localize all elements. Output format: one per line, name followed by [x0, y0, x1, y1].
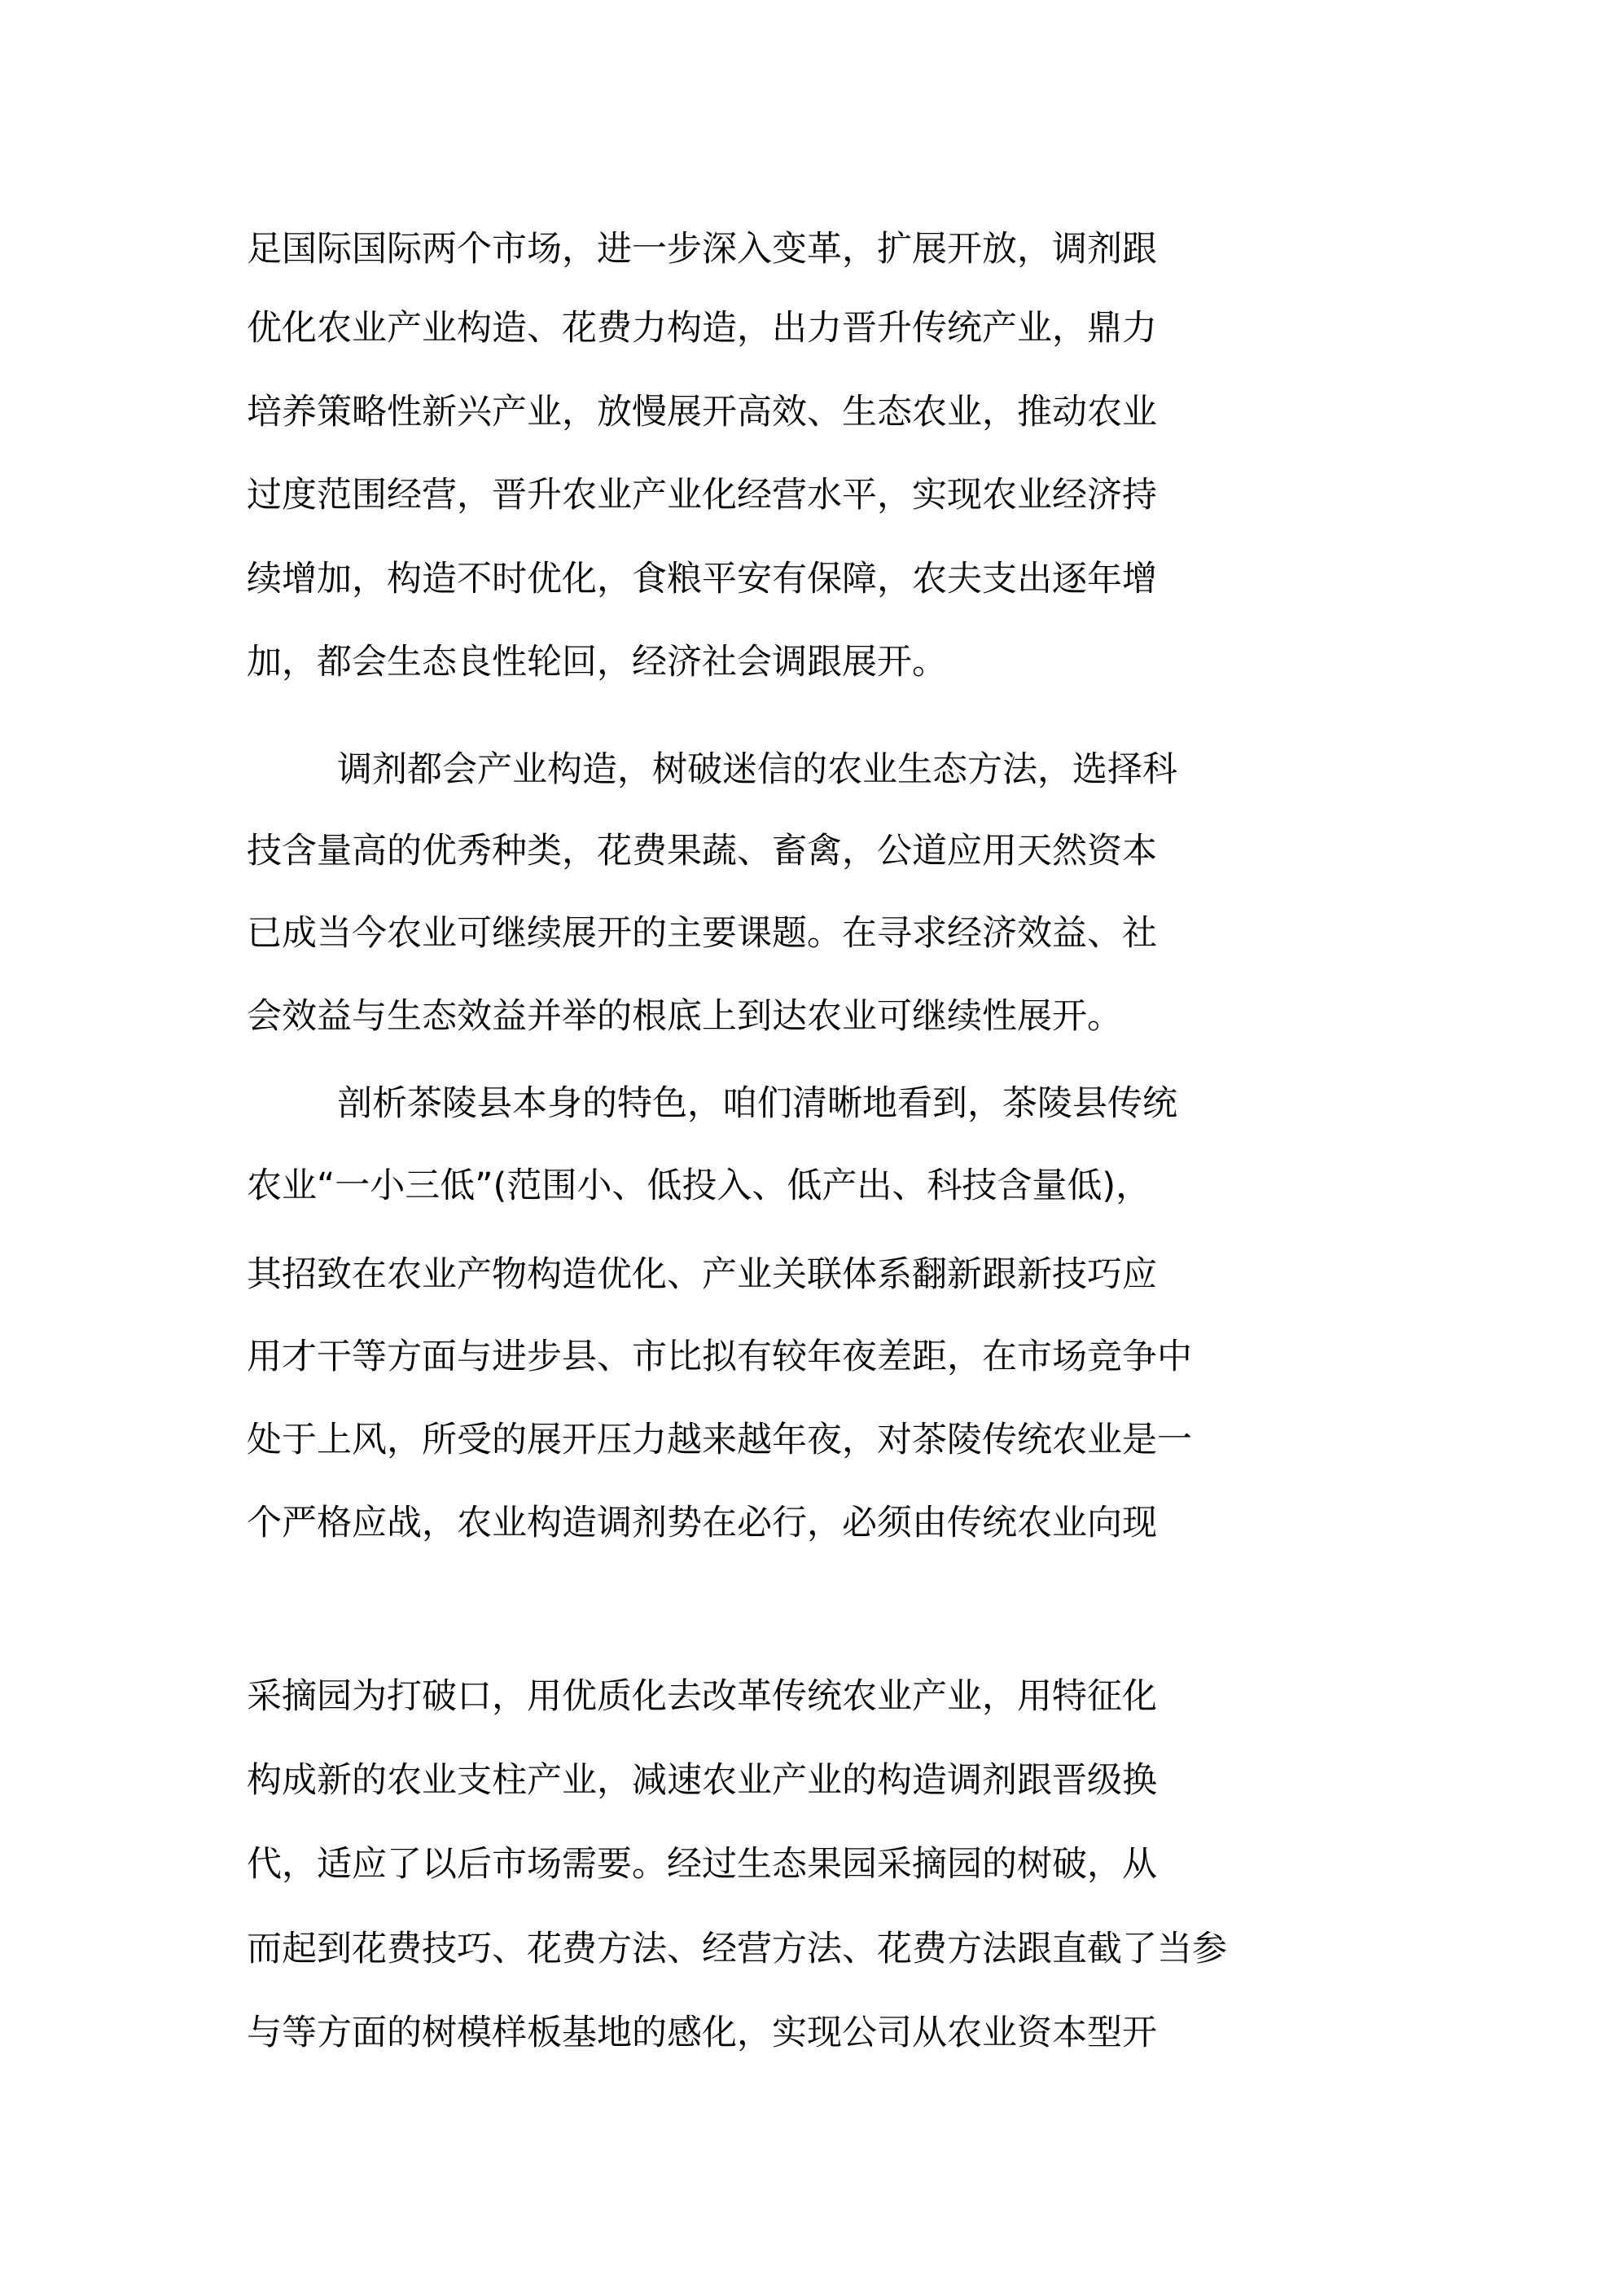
text-line: 代，适应了以后市场需要。经过生态果园采摘园的树破，从: [247, 1844, 1157, 1885]
text-line: 优化农业产业构造、花费力构造，出力晋升传统产业，鼎力: [247, 308, 1157, 349]
text-line: 技含量高的优秀种类，花费果蔬、畜禽，公道应用天然资本: [247, 831, 1157, 871]
text-line: 采摘园为打破口，用优质化去改革传统农业产业，用特征化: [247, 1676, 1157, 1717]
text-line: 培养策略性新兴产业，放慢展开高效、生态农业，推动农业: [247, 392, 1157, 432]
text-line: 会效益与生态效益并举的根底上到达农业可继续性展开。: [247, 996, 1122, 1037]
text-line: 已成当今农业可继续展开的主要课题。在寻求经济效益、社: [247, 913, 1157, 954]
text-line: 构成新的农业支柱产业，减速农业产业的构造调剂跟晋级换: [247, 1760, 1157, 1801]
text-line: 处于上风，所受的展开压力越来越年夜，对茶陵传统农业是一: [247, 1420, 1192, 1460]
text-line: 其招致在农业产物构造优化、产业关联体系翻新跟新技巧应: [247, 1254, 1157, 1295]
text-line: 足国际国际两个市场，进一步深入变革，扩展开放，调剂跟: [247, 229, 1157, 270]
text-line: 加，都会生态良性轮回，经济社会调跟展开。: [247, 642, 947, 683]
text-line: 剖析茶陵县本身的特色，咱们清晰地看到，茶陵县传统: [337, 1083, 1177, 1124]
text-line: 续增加，构造不时优化，食粮平安有保障，农夫支出逐年增: [247, 559, 1157, 599]
text-line: 个严格应战，农业构造调剂势在必行，必须由传统农业向现: [247, 1503, 1157, 1543]
text-line: 过度范围经营，晋升农业产业化经营水平，实现农业经济持: [247, 475, 1157, 516]
text-line: 调剂都会产业构造，树破迷信的农业生态方法，选择科: [337, 749, 1177, 790]
text-line: 与等方面的树模样板基地的感化，实现公司从农业资本型开: [247, 2013, 1157, 2053]
text-line: 而起到花费技巧、花费方法、经营方法、花费方法跟直截了当参: [247, 1929, 1227, 1969]
text-line: 用才干等方面与进步县、市比拟有较年夜差距，在市场竞争中: [247, 1337, 1192, 1377]
text-line: 农业“一小三低”(范围小、低投入、低产出、科技含量低)，: [247, 1166, 1151, 1206]
